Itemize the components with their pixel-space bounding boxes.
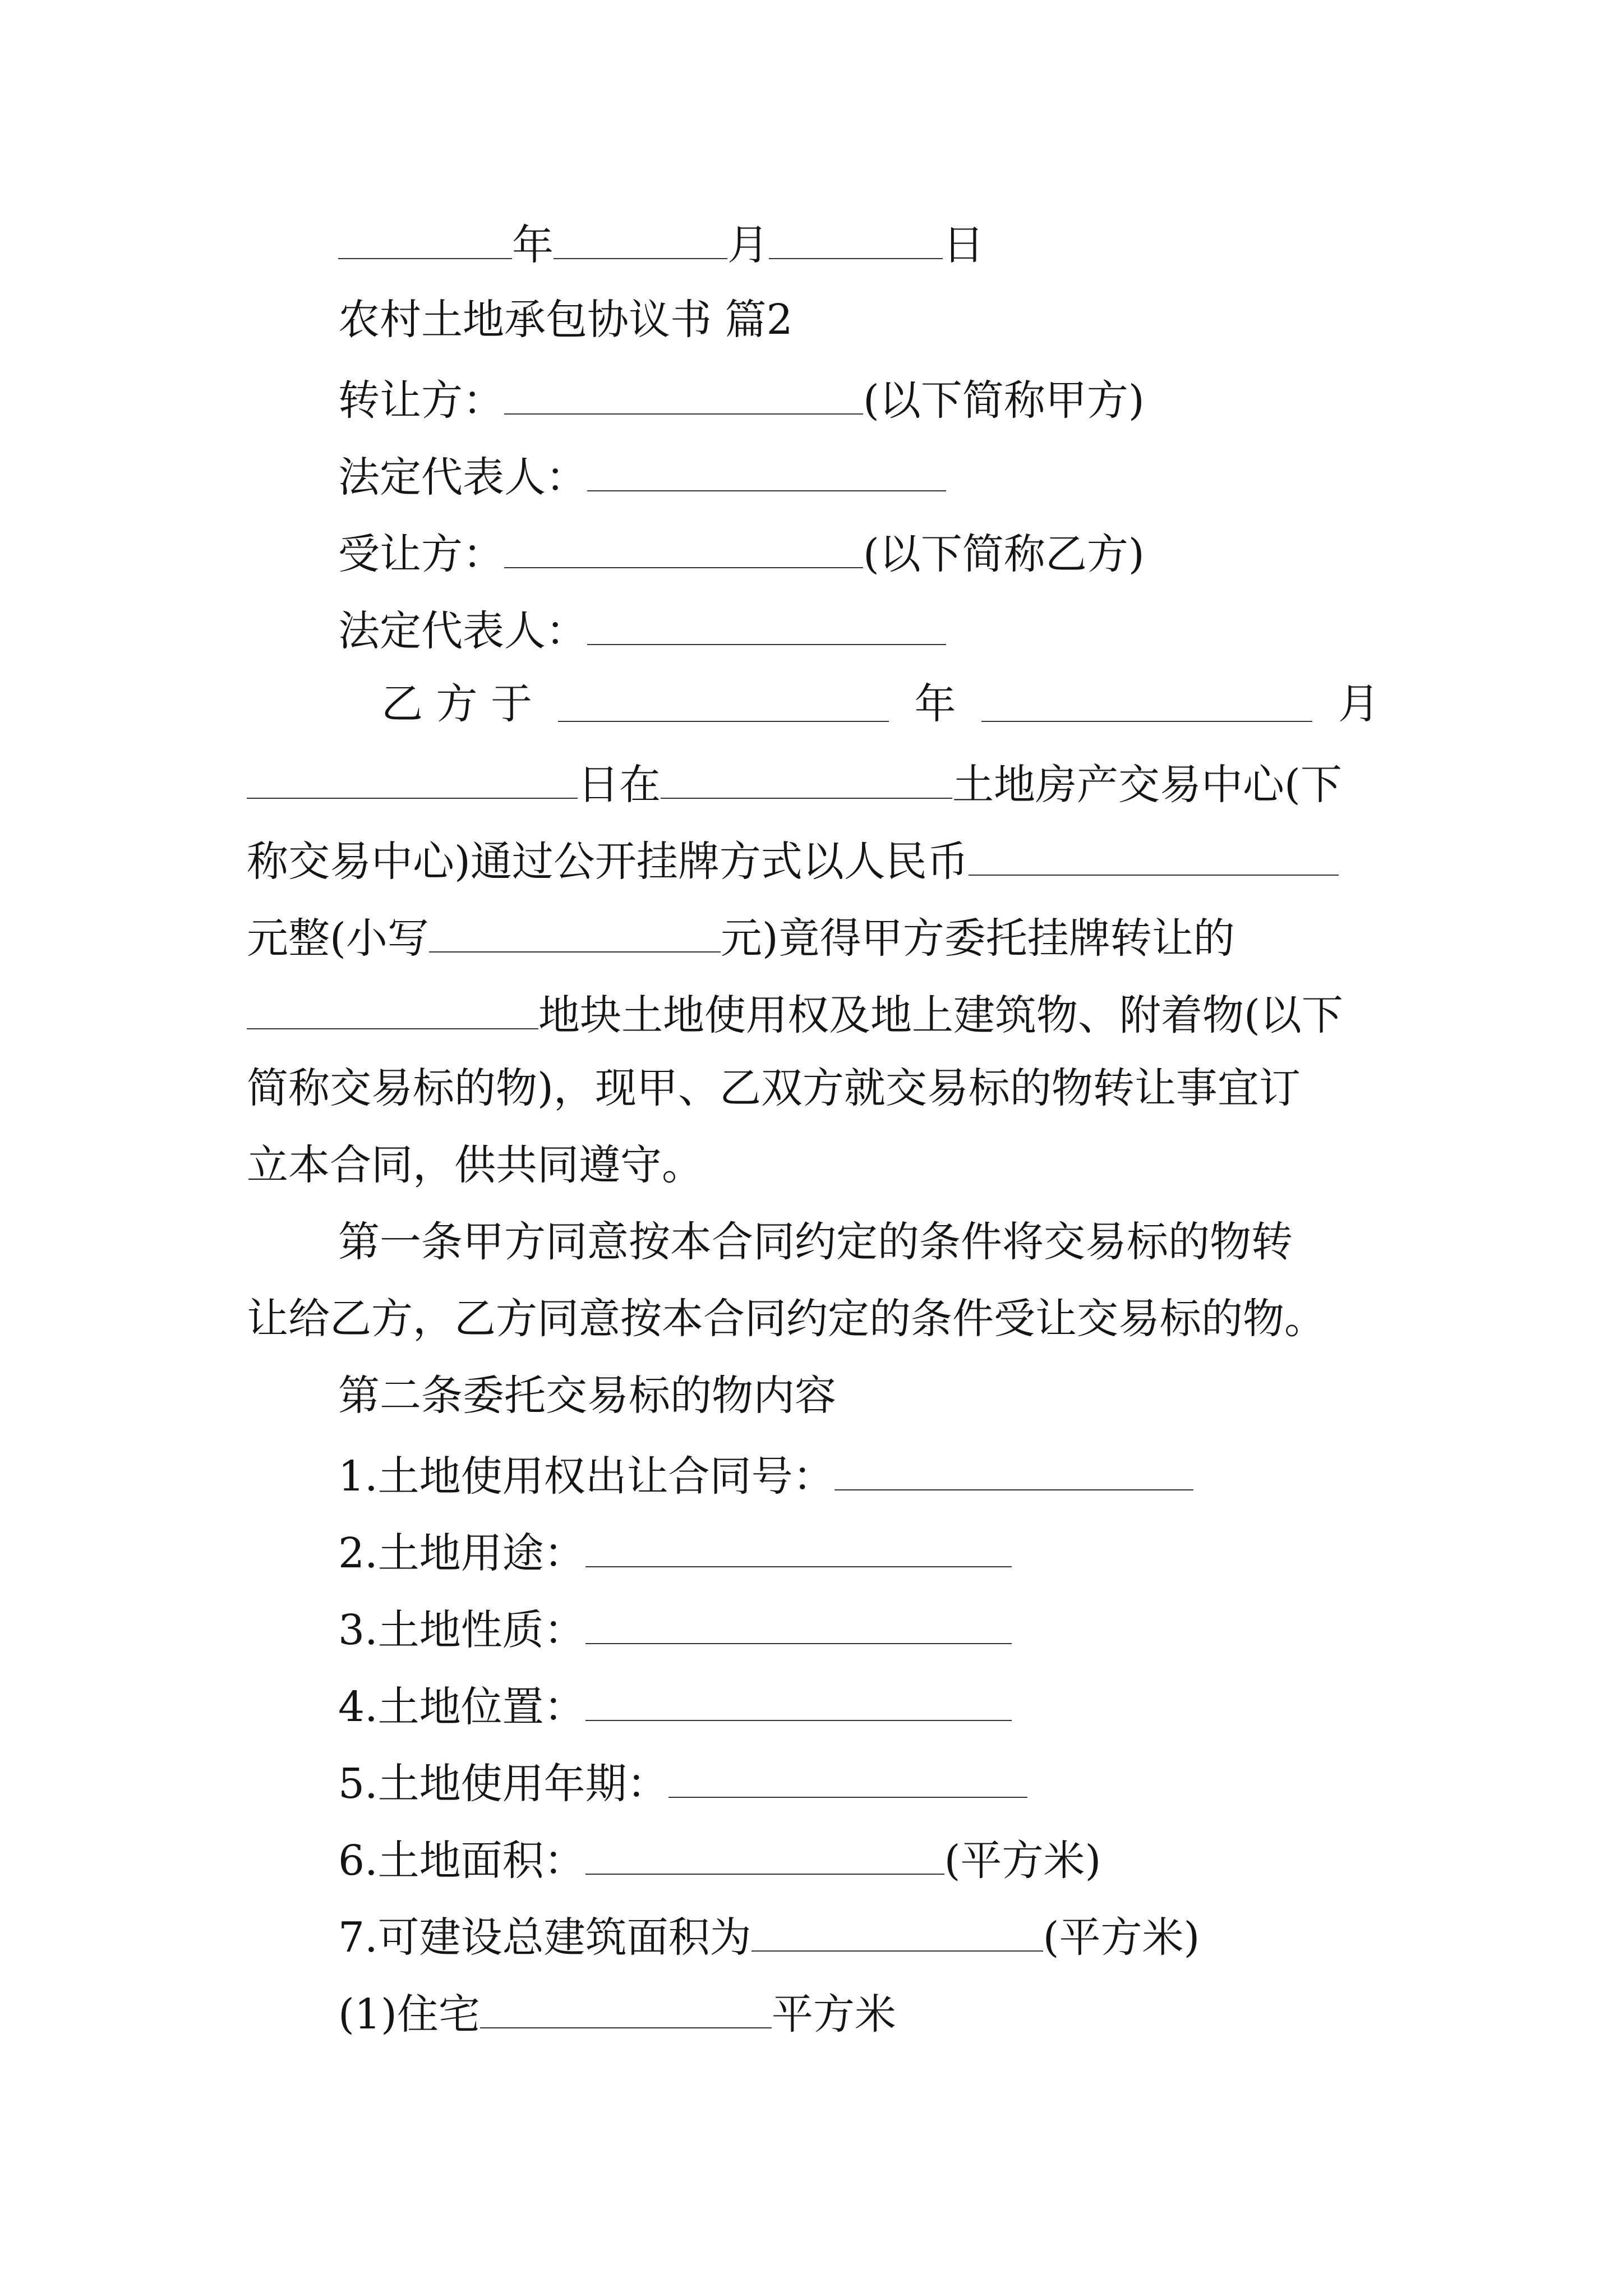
item-land-use [338, 1521, 1471, 1581]
item-label: 3.土地性质： [338, 1606, 585, 1654]
intro-l5: 地块土地使用权及地上建筑物、附着物(以下 [538, 991, 1343, 1039]
transferor-suffix: (以下简称甲方) [863, 376, 1145, 425]
item-label: 5.土地使用年期： [338, 1760, 668, 1808]
item-land-location [338, 1675, 1471, 1735]
intro-l2a: 日在 [578, 761, 661, 809]
day-label: 日 [943, 221, 984, 269]
item-label: 1.土地使用权出让合同号： [338, 1452, 834, 1501]
transferor-rep-blank [587, 445, 946, 491]
transferee-label: 受让方： [338, 530, 504, 578]
intro-line-7: 立本合同，供共同遵守。 [247, 1141, 703, 1189]
item-label: 7.可建设总建筑面积为 [338, 1913, 751, 1962]
intro-line-3 [247, 830, 1380, 890]
intro-l1c: 月 [1338, 680, 1380, 728]
intro-l2b: 土地房产交易中心(下 [952, 761, 1342, 809]
item-blank [585, 1675, 1012, 1721]
intro-l1b: 年 [914, 680, 956, 728]
item-label: 6.土地面积： [338, 1837, 585, 1885]
intro-small-amount-blank [429, 907, 721, 953]
intro-line-1 [381, 676, 1380, 732]
year-label: 年 [512, 221, 554, 269]
transferee-suffix: (以下简称乙方) [863, 530, 1145, 578]
intro-line-2 [247, 753, 1380, 813]
item-contract-no [338, 1444, 1471, 1504]
transferor-rep-label: 法定代表人： [338, 453, 587, 501]
article1-line-2: 让给乙方，乙方同意按本合同约定的条件受让交易标的物。 [247, 1295, 1326, 1343]
item-label: (1)住宅 [338, 1990, 480, 2039]
item-residential [338, 1982, 1471, 2042]
intro-plot-blank [247, 983, 538, 1029]
article1-line-1: 第一条甲方同意按本合同约定的条件将交易标的物转 [338, 1218, 1293, 1266]
transferor-blank [504, 369, 863, 415]
month-blank [554, 213, 727, 259]
item-blank [585, 1598, 1012, 1644]
article2-title: 第二条委托交易标的物内容 [338, 1372, 836, 1420]
transferee-blank [504, 522, 863, 568]
transferee-rep-blank [587, 599, 946, 645]
intro-year-blank [558, 676, 889, 722]
transferee-rep-label: 法定代表人： [338, 607, 587, 655]
month-label: 月 [727, 221, 769, 269]
item-blank [751, 1906, 1043, 1952]
item-land-area [338, 1829, 1471, 1889]
intro-line-5 [247, 983, 1380, 1043]
intro-line-6: 简称交易标的物)，现甲、乙双方就交易标的物转让事宜订 [247, 1064, 1301, 1112]
day-blank [769, 213, 943, 259]
item-land-term [338, 1752, 1471, 1812]
item-building-area [338, 1906, 1471, 1966]
intro-amount-blank [969, 830, 1339, 876]
transferee-rep-line [338, 599, 1471, 659]
date-line [338, 213, 1471, 273]
item-land-nature [338, 1598, 1471, 1658]
item-blank [834, 1444, 1193, 1490]
item-blank [585, 1829, 944, 1875]
item-label: 2.土地用途： [338, 1529, 585, 1577]
document-heading: 农村土地承包协议书 篇2 [338, 296, 793, 344]
intro-l3: 称交易中心)通过公开挂牌方式以人民币 [247, 838, 969, 886]
item-suffix: 平方米 [771, 1990, 896, 2039]
item-suffix: (平方米) [1043, 1913, 1200, 1962]
item-label: 4.土地位置： [338, 1683, 585, 1731]
item-blank [480, 1982, 772, 2028]
intro-center-blank [661, 753, 952, 799]
transferor-line [338, 369, 1471, 429]
intro-month-blank [981, 676, 1312, 722]
item-blank [668, 1752, 1027, 1798]
transferee-line [338, 522, 1471, 582]
intro-l1a: 乙 方 于 [381, 680, 533, 728]
intro-l4b: 元)竟得甲方委托挂牌转让的 [720, 914, 1235, 963]
year-blank [338, 213, 512, 259]
item-blank [585, 1521, 1012, 1567]
intro-l4a: 元整(小写 [247, 914, 429, 963]
intro-day-blank [247, 753, 578, 799]
transferor-rep-line [338, 445, 1471, 505]
transferor-label: 转让方： [338, 376, 504, 425]
item-suffix: (平方米) [944, 1837, 1101, 1885]
intro-line-4 [247, 907, 1380, 967]
